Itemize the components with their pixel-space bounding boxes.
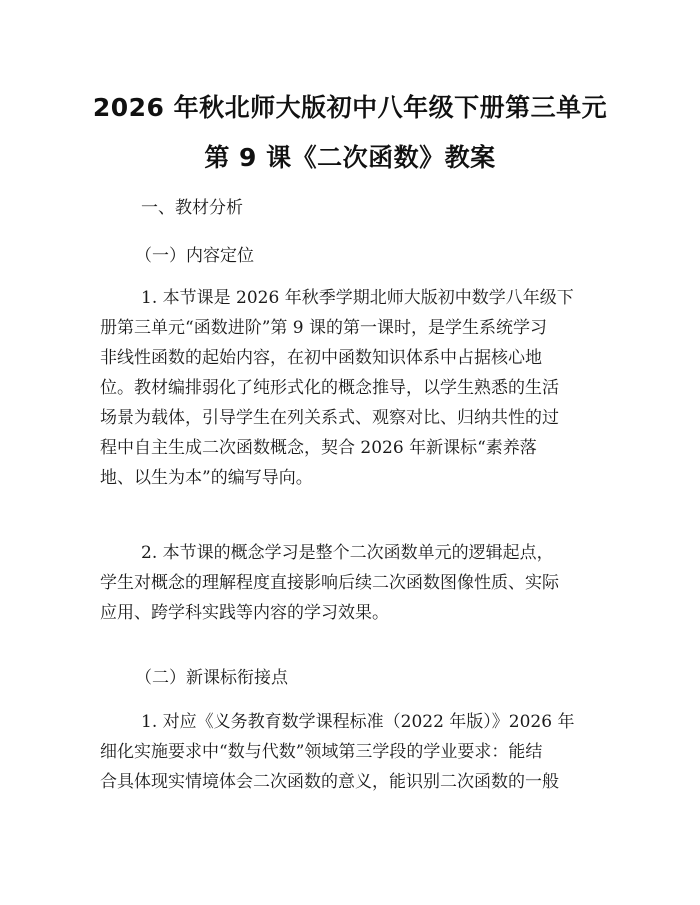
paragraph-1 [100, 283, 610, 493]
paragraph-line: 地、以生为本”的编写导向。 [100, 468, 313, 488]
paragraph-line: 学生对概念的理解程度直接影响后续二次函数图像性质、实际 [100, 573, 559, 593]
paragraph-2 [100, 538, 610, 628]
paragraph-line: 合具体现实情境体会二次函数的意义，能识别二次函数的一般 [100, 772, 559, 792]
paragraph-line: 应用、跨学科实践等内容的学习效果。 [100, 603, 389, 623]
document-title-line-2: 第 9 课《二次函数》教案 [204, 143, 496, 172]
document-title-line-1: 2026 年秋北师大版初中八年级下册第三单元 [92, 93, 608, 122]
paragraph-line: 程中自主生成二次函数概念，契合 2026 年新课标“素养落 [100, 438, 537, 458]
paragraph-line: 场景为载体，引导学生在列关系式、观察对比、归纳共性的过 [100, 408, 559, 428]
paragraph-line: 细化实施要求中“数与代数”领域第三学段的学业要求：能结 [100, 742, 543, 762]
subsection-heading-curriculum-standard-link: （二）新课标衔接点 [135, 668, 288, 688]
section-heading-teaching-material-analysis: 一、教材分析 [141, 198, 243, 218]
paragraph-line: 1. 本节课是 2026 年秋季学期北师大版初中数学八年级下 [141, 288, 574, 308]
subsection-heading-content-positioning: （一）内容定位 [135, 246, 254, 266]
paragraph-3 [100, 707, 610, 797]
paragraph-line: 非线性函数的起始内容，在初中函数知识体系中占据核心地 [100, 348, 542, 368]
paragraph-line: 1. 对应《义务教育数学课程标准（2022 年版）》2026 年 [141, 712, 575, 732]
paragraph-line: 册第三单元“函数进阶”第 9 课的第一课时，是学生系统学习 [100, 318, 548, 338]
paragraph-line: 2. 本节课的概念学习是整个二次函数单元的逻辑起点， [141, 543, 554, 563]
paragraph-line: 位。教材编排弱化了纯形式化的概念推导，以学生熟悉的生活 [100, 378, 559, 398]
